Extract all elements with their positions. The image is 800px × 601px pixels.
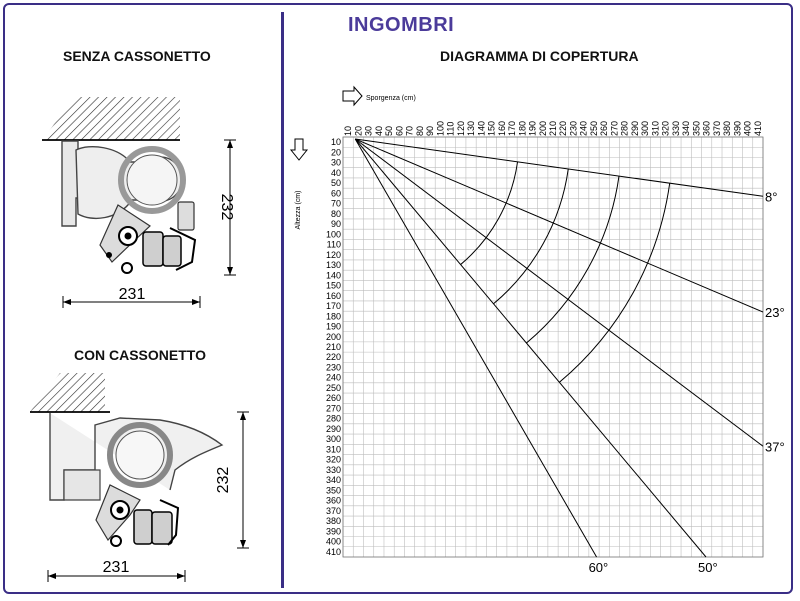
angle-label: 23° [765, 305, 785, 321]
x-tick-label: 380 [722, 120, 733, 136]
x-tick-label: 370 [711, 120, 722, 136]
y-tick-label: 310 [325, 444, 341, 455]
y-tick-label: 250 [325, 382, 341, 393]
x-tick-label: 280 [619, 120, 630, 136]
x-tick-label: 160 [496, 120, 507, 136]
x-tick-label: 320 [660, 120, 671, 136]
y-axis-title: Altezza (cm) [295, 190, 302, 230]
x-tick-label: 50 [384, 125, 395, 136]
y-tick-label: 280 [325, 413, 341, 424]
y-tick-label: 340 [325, 475, 341, 486]
y-tick-label: 410 [325, 546, 341, 557]
x-tick-label: 310 [650, 120, 661, 136]
x-tick-label: 390 [732, 120, 743, 136]
x-tick-label: 130 [466, 120, 477, 136]
x-tick-label: 360 [701, 120, 712, 136]
y-tick-label: 80 [330, 208, 341, 219]
heading-con-cassonetto: CON CASSONETTO [74, 347, 206, 363]
y-tick-label: 160 [325, 290, 341, 301]
y-tick-label: 390 [325, 526, 341, 537]
x-tick-label: 170 [507, 120, 518, 136]
x-tick-label: 210 [548, 120, 558, 136]
y-tick-label: 260 [325, 393, 341, 404]
x-tick-label: 40 [373, 125, 384, 136]
x-tick-label: 190 [527, 120, 538, 136]
y-tick-label: 330 [325, 464, 341, 475]
x-tick-label: 60 [394, 125, 405, 136]
y-tick-label: 70 [330, 198, 341, 209]
y-tick-label: 10 [330, 137, 341, 148]
x-tick-label: 80 [414, 125, 425, 136]
x-tick-label: 180 [517, 120, 528, 136]
x-tick-label: 400 [742, 120, 753, 136]
y-tick-label: 100 [325, 229, 341, 240]
y-tick-label: 110 [326, 239, 341, 250]
angle-label: 60° [588, 560, 609, 575]
x-tick-label: 290 [629, 120, 640, 136]
y-tick-label: 300 [325, 434, 341, 445]
y-tick-label: 240 [325, 372, 341, 383]
y-tick-label: 60 [330, 188, 341, 199]
x-tick-label: 110 [445, 121, 456, 136]
x-tick-label: 240 [578, 120, 589, 136]
page-title: INGOMBRI [348, 14, 455, 36]
y-tick-label: 170 [325, 301, 341, 312]
x-tick-label: 330 [670, 120, 681, 136]
dim-width-top: 231 [118, 286, 146, 303]
y-tick-label: 320 [325, 454, 341, 465]
y-tick-label: 290 [325, 423, 341, 434]
x-tick-label: 120 [455, 120, 466, 136]
x-axis-title: Sporgenza (cm) [366, 95, 416, 102]
y-tick-label: 40 [330, 167, 341, 178]
x-tick-label: 200 [537, 120, 548, 136]
x-tick-label: 220 [558, 120, 569, 136]
x-tick-label: 270 [609, 120, 620, 136]
heading-senza-cassonetto: SENZA CASSONETTO [63, 48, 211, 64]
x-tick-label: 350 [691, 120, 702, 136]
x-tick-label: 30 [363, 125, 374, 136]
y-tick-label: 180 [325, 311, 341, 322]
angle-label: 50° [697, 560, 718, 575]
y-tick-label: 220 [325, 352, 341, 363]
x-tick-label: 70 [404, 125, 415, 136]
awning-drawing-bottom [30, 373, 249, 582]
y-tick-label: 270 [325, 403, 341, 414]
x-tick-label: 20 [353, 125, 364, 136]
dim-height-top: 232 [218, 193, 235, 221]
dim-height-bottom: 232 [215, 466, 232, 494]
y-tick-label: 90 [330, 219, 341, 230]
angle-label: 8° [765, 189, 778, 205]
x-tick-label: 340 [681, 120, 692, 136]
x-tick-label: 10 [343, 125, 354, 136]
heading-diagramma: DIAGRAMMA DI COPERTURA [440, 48, 639, 64]
awning-drawing-top [42, 97, 236, 308]
y-tick-label: 50 [330, 178, 341, 189]
y-tick-label: 20 [330, 147, 341, 158]
angle-label: 37° [765, 439, 785, 455]
y-tick-label: 30 [330, 157, 341, 168]
y-tick-label: 370 [325, 505, 341, 516]
y-tick-label: 210 [325, 342, 341, 352]
y-tick-label: 400 [325, 536, 341, 547]
x-tick-label: 250 [588, 120, 599, 136]
x-tick-label: 90 [425, 125, 436, 136]
y-tick-label: 230 [325, 362, 341, 373]
y-tick-label: 200 [325, 331, 341, 342]
x-tick-label: 260 [599, 120, 610, 136]
y-tick-label: 150 [325, 280, 341, 291]
x-tick-label: 150 [486, 120, 497, 136]
y-tick-label: 380 [325, 516, 341, 527]
x-tick-label: 300 [640, 120, 651, 136]
y-tick-label: 350 [325, 485, 341, 496]
y-tick-label: 360 [325, 495, 341, 506]
y-tick-label: 190 [325, 321, 341, 332]
y-tick-label: 140 [325, 270, 341, 281]
y-tick-label: 120 [325, 249, 341, 260]
product-drawings [0, 0, 282, 601]
x-tick-label: 410 [752, 120, 763, 136]
x-tick-label: 140 [476, 120, 487, 136]
x-tick-label: 230 [568, 120, 579, 136]
y-tick-label: 130 [325, 260, 341, 271]
x-tick-label: 100 [435, 120, 446, 136]
dim-width-bottom: 231 [102, 559, 130, 576]
